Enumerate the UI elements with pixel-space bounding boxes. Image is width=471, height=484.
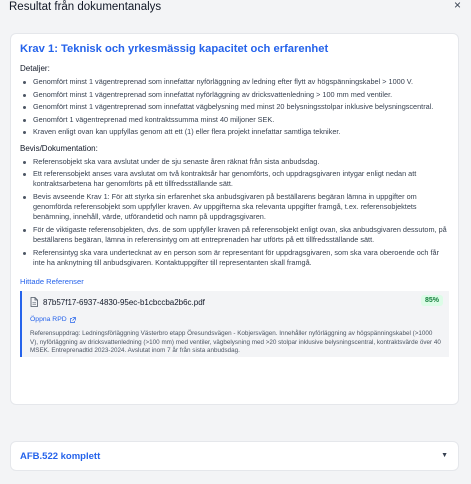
close-icon[interactable]: × <box>453 0 461 12</box>
open-rpd-label: Öppna RPD <box>30 316 67 324</box>
reference-description: Referensuppdrag: Ledningsförläggning Västerbro etapp Öresundsvägen - Kobjersvägen. Innehåller nyförläggning av högspänningskabel (>1000 V), nyförläggning av dricksvattenledning (>100 mm) med ventiler, vägbelysning med >20 stolpar inklusive belysningscentral, kontraktsvärde över 40 MSEK. Entreprenadtid 2023-2024. Avslutat inom 7 år från sista anbudsdag. <box>30 330 441 354</box>
details-label: Detaljer: <box>20 64 50 73</box>
evidence-item: Ett referensobjekt anses vara avslutat om två kontraktsår har genomförts, och uppdragsgivaren intygar enligt nedan att kontraktsarbetena har genomförts på ett tillfredsställande sätt. <box>20 169 449 189</box>
details-item: Kraven enligt ovan kan uppfyllas genom att ett (1) eller flera projekt innefattar samtliga tekniker. <box>20 127 449 137</box>
requirement-title: Krav 1: Teknisk och yrkesmässig kapacitet och erfarenhet <box>20 43 329 55</box>
open-rpd-link[interactable] <box>30 316 76 323</box>
details-list <box>20 77 449 138</box>
details-item: Genomfört minst 1 vägentreprenad som innefattar nyförläggning av ledning efter flytt av högspänningskabel > 1000 V. <box>20 77 449 87</box>
evidence-item: Referensintyg ska vara undertecknat av en person som är representant för uppdragsgivaren, som ska vara oberoende och får inte ha anknytning till anbudsgivaren. Kontaktuppgifter till representanten skall framgå. <box>20 248 449 268</box>
dialog-title: Resultat från dokumentanalys <box>9 1 162 13</box>
reference-item <box>20 291 449 357</box>
evidence-list <box>20 157 449 269</box>
file-icon <box>30 297 38 307</box>
reference-filename: 87b57f17-6937-4830-95ec-b1cbccba2b6c.pdf <box>43 297 205 307</box>
evidence-label: Bevis/Dokumentation: <box>20 143 98 153</box>
found-references-title: Hittade Referenser <box>20 277 84 287</box>
requirement-card <box>10 33 459 405</box>
reference-file-row <box>30 296 441 308</box>
dialog-header <box>0 0 471 20</box>
afb-522-accordion[interactable] <box>10 441 459 471</box>
details-item: Genomfört 1 vägentreprenad med kontraktssumma minst 40 miljoner SEK. <box>20 115 449 125</box>
details-item: Genomfört minst 1 vägentreprenad som innefattat vägbelysning med minst 20 belysningsstolpar inklusive belysningscentral. <box>20 102 449 112</box>
evidence-item: För de viktigaste referensobjekten, dvs. de som uppfyller kraven på referensobjekt enligt ovan, ska anbudsgivaren dessutom, på beställarens begäran, lämna in referensintyg om att entreprenaden har utförts på ett tillfredsställande sätt. <box>20 225 449 245</box>
evidence-item: Bevis avseende Krav 1: För att styrka sin erfarenhet ska anbudsgivaren på beställarens begäran lämna in uppgifter om genomförda referensobjekt som uppfyller kraven. Av uppgifterna ska relevanta uppgifter framgå, t.ex. referensobjektets benämning, innehåll, värde, utförandetid och namn på uppdragsgivaren. <box>20 192 449 223</box>
afb-522-title: AFB.522 komplett <box>20 451 101 462</box>
chevron-down-icon[interactable]: ▼ <box>441 452 448 459</box>
evidence-item: Referensobjekt ska vara avslutat under de sju senaste åren räknat från sista anbudsdag. <box>20 157 449 167</box>
external-link-icon <box>70 317 76 323</box>
match-score-badge: 85% <box>421 295 443 306</box>
details-item: Genomfört minst 1 vägentreprenad som innefattat nyförläggning av dricksvattenledning > 100 mm med ventiler. <box>20 90 449 100</box>
